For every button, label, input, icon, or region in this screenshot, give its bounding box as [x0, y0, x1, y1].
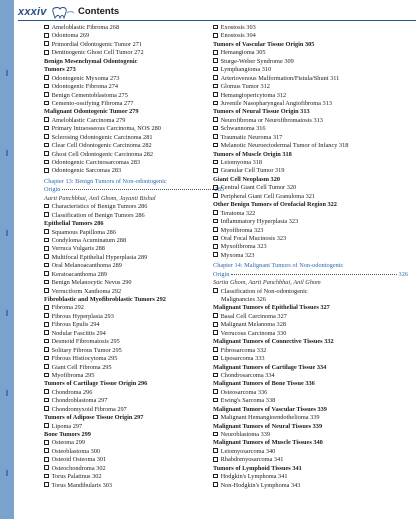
- margin-mark: [6, 150, 8, 156]
- toc-entry-label: Ameloblastic Carcinoma 279: [51, 116, 126, 124]
- checkbox-bullet-icon: [213, 322, 218, 327]
- toc-entry: [44, 397, 224, 405]
- toc-entry: [213, 456, 408, 464]
- toc-entry: [44, 134, 224, 142]
- toc-section-heading: Malignant Tumors of Cartilage Tissue 334: [213, 363, 327, 371]
- checkbox-bullet-icon: [44, 212, 49, 217]
- checkbox-bullet-icon: [44, 204, 49, 209]
- header-rule: [18, 20, 416, 21]
- toc-entry-label: Malignant Hemangioendothelioma 339: [220, 414, 320, 422]
- toc-entry-label: Osteochondroma 302: [51, 464, 106, 472]
- toc-entry: [213, 24, 408, 32]
- chapter-title-end: Origin: [213, 270, 230, 278]
- checkbox-bullet-icon: [44, 288, 49, 293]
- toc-entry: [213, 372, 408, 380]
- toc-entry-label: Ewing's Sarcoma 338: [220, 397, 276, 405]
- checkbox-bullet-icon: [44, 389, 49, 394]
- toc-entry-label: Enostosis 304: [220, 32, 256, 40]
- toc-entry-label: Cemento-ossifying Fibroma 277: [51, 99, 134, 107]
- toc-entry-label: Chondromyxoid Fibroma 297: [51, 405, 127, 413]
- toc-section-heading: Tumors of Muscle Origin 318: [213, 150, 292, 158]
- toc-entry: [213, 431, 408, 439]
- toc-section-heading: Malignant Tumors of Connective Tissues 332: [213, 338, 334, 346]
- checkbox-bullet-icon: [44, 465, 49, 470]
- tooth-logo-icon: [50, 7, 76, 19]
- checkbox-bullet-icon: [213, 432, 218, 437]
- checkbox-bullet-icon: [213, 101, 218, 106]
- checkbox-bullet-icon: [213, 227, 218, 232]
- toc-entry: [44, 245, 224, 253]
- checkbox-bullet-icon: [44, 440, 49, 445]
- checkbox-bullet-icon: [44, 143, 49, 148]
- toc-entry: [213, 92, 408, 100]
- toc-entry: [213, 473, 408, 481]
- checkbox-bullet-icon: [44, 84, 49, 89]
- toc-entry-label: Hemangiopericytoma 312: [220, 91, 287, 99]
- toc-entry-label: Schwannoma 316: [220, 125, 266, 133]
- toc-entry: [44, 372, 224, 380]
- margin-mark: [6, 470, 8, 476]
- toc-entry: [44, 456, 224, 464]
- checkbox-bullet-icon: [213, 373, 218, 378]
- chapter-title: Chapter 14: Malignant Tumors of Non-odontogenic: [213, 262, 344, 270]
- toc-entry-label: Rhabdomyosarcoma 341: [220, 456, 284, 464]
- toc-entry: [213, 355, 408, 363]
- toc-entry: [44, 229, 224, 237]
- margin-mark: [6, 310, 8, 316]
- toc-entry-continuation: Malignancies 326: [221, 296, 266, 303]
- toc-entry: [213, 134, 408, 142]
- toc-entry-label: Neuroblastoma 339: [220, 431, 271, 438]
- toc-entry: [44, 347, 224, 355]
- toc-entry: [44, 203, 224, 211]
- toc-section-heading: Benign Mesenchymal Odontogenic: [44, 57, 138, 65]
- toc-entry-label: Myofibroma 295: [51, 371, 95, 379]
- toc-entry-label: Myxofibroma 323: [220, 243, 267, 251]
- chapter-title: Chapter 13: Benign Tumors of Non-odontogenic: [44, 177, 167, 185]
- toc-entry: [44, 288, 224, 296]
- toc-entry: [213, 330, 408, 338]
- checkbox-bullet-icon: [44, 246, 49, 251]
- checkbox-bullet-icon: [44, 305, 49, 310]
- toc-entry: [213, 193, 408, 201]
- toc-entry: [213, 482, 408, 490]
- checkbox-bullet-icon: [44, 134, 49, 139]
- checkbox-bullet-icon: [44, 406, 49, 411]
- toc-entry-label: Granular Cell Tumor 319: [220, 167, 285, 175]
- toc-section-heading: Tumors of Adipose Tissue Origin 297: [44, 414, 144, 422]
- checkbox-bullet-icon: [213, 160, 218, 165]
- checkbox-bullet-icon: [213, 33, 218, 38]
- toc-entry: [44, 330, 224, 338]
- checkbox-bullet-icon: [44, 92, 49, 97]
- chapter-page-number: 285: [214, 186, 224, 194]
- checkbox-bullet-icon: [44, 280, 49, 285]
- toc-entry-label: Lipoma 297: [51, 422, 83, 430]
- checkbox-bullet-icon: [44, 126, 49, 131]
- toc-entry-label: Condyloma Acuminatum 288: [51, 236, 127, 244]
- toc-entry: [44, 364, 224, 372]
- toc-entry: [44, 75, 224, 83]
- toc-entry-label: Characteristics of Benign Tumors 286: [51, 203, 148, 211]
- toc-entry-label: Juvenile Nasopharyngeal Angiofibroma 313: [220, 99, 332, 107]
- checkbox-bullet-icon: [213, 185, 218, 190]
- toc-entry-label: Classification of Benign Tumors 286: [51, 211, 145, 219]
- toc-entry: [44, 212, 224, 220]
- checkbox-bullet-icon: [44, 254, 49, 259]
- toc-entry: [44, 125, 224, 133]
- toc-entry-label: Odontoma 269: [51, 32, 90, 40]
- toc-entry: [213, 184, 408, 192]
- toc-entry-label: Nodular Fasciitis 294: [51, 329, 106, 337]
- toc-entry: [213, 83, 408, 91]
- toc-section-heading: Malignant Tumors of Neural Tissues 339: [213, 422, 323, 430]
- toc-entry-label: Clear Cell Odontogenic Carcinoma 282: [51, 142, 152, 150]
- chapter-page-number: 326: [398, 270, 408, 278]
- toc-entry: [44, 237, 224, 245]
- checkbox-bullet-icon: [44, 330, 49, 335]
- toc-section-heading: Tumors of Vascular Tissue Origin 305: [213, 40, 315, 48]
- checkbox-bullet-icon: [44, 448, 49, 453]
- checkbox-bullet-icon: [44, 339, 49, 344]
- toc-entry: [213, 117, 408, 125]
- toc-section-heading: Tumors of Lymphoid Tissues 341: [213, 464, 302, 472]
- toc-entry: [213, 210, 408, 218]
- toc-entry: [44, 262, 224, 270]
- toc-entry-label: Neurofibroma or Neurofibromatosis 313: [220, 116, 323, 124]
- toc-entry: [44, 159, 224, 167]
- toc-entry: [213, 142, 408, 150]
- toc-section-heading: Malignant Tumors of Vascular Tissues 339: [213, 405, 327, 413]
- checkbox-bullet-icon: [44, 168, 49, 173]
- toc-entry-label: Chondroblastoma 297: [51, 397, 108, 405]
- toc-entry-label: Melanotic Neuroectodermal Tumor of Infancy 318: [220, 142, 349, 150]
- toc-entry-label: Fibrosarcoma 332: [220, 346, 267, 354]
- checkbox-bullet-icon: [213, 244, 218, 249]
- checkbox-bullet-icon: [213, 482, 218, 487]
- checkbox-bullet-icon: [44, 271, 49, 276]
- toc-entry-label: Odontogenic Sarcomas 283: [51, 167, 122, 175]
- checkbox-bullet-icon: [44, 364, 49, 369]
- chapter-authors: Sarita Ghom, Aarti Panchbhai, Anil Ghom: [213, 279, 321, 287]
- toc-entry: [44, 389, 224, 397]
- checkbox-bullet-icon: [44, 347, 49, 352]
- toc-entry-label: Sturge-Weber Syndrome 309: [220, 57, 294, 65]
- toc-entry-label: Central Giant Cell Tumor 320: [220, 184, 297, 192]
- checkbox-bullet-icon: [213, 448, 218, 453]
- checkbox-bullet-icon: [44, 151, 49, 156]
- toc-section-heading: Malignant Tumors of Epithelial Tissues 327: [213, 304, 330, 312]
- toc-entry-label: Leiomyoma 318: [220, 159, 263, 166]
- toc-entry: [213, 218, 408, 226]
- toc-entry-label: Odontogenic Carcinosarcomas 283: [51, 159, 141, 166]
- toc-entry: [213, 49, 408, 57]
- toc-entry: [44, 167, 224, 175]
- toc-entry: [213, 227, 408, 235]
- toc-entry-label: Verrucous Carcinoma 330: [220, 329, 287, 337]
- toc-entry-label: Multifocal Epithelial Hyperplasia 289: [51, 253, 148, 261]
- toc-entry: [44, 49, 224, 57]
- toc-entry: [44, 83, 224, 91]
- toc-entry: [44, 279, 224, 287]
- toc-entry-label: Exostosis 303: [220, 24, 256, 31]
- toc-entry: [44, 423, 224, 431]
- checkbox-bullet-icon: [213, 252, 218, 257]
- toc-entry: [44, 151, 224, 159]
- toc-entry-label: Ghost Cell Odontogenic Carcinoma 282: [51, 150, 154, 158]
- toc-entry-label: Myxoma 323: [220, 251, 255, 259]
- checkbox-bullet-icon: [44, 457, 49, 462]
- toc-entry-label: Dentinogenic Ghost Cell Tumor 272: [51, 49, 144, 57]
- toc-entry: [213, 58, 408, 66]
- toc-entry-label: Fibrous Epulis 294: [51, 321, 100, 329]
- toc-entry: [44, 304, 224, 312]
- checkbox-bullet-icon: [213, 84, 218, 89]
- toc-entry: [213, 167, 408, 175]
- toc-entry: [44, 313, 224, 321]
- toc-entry-label: Chondroma 296: [51, 388, 93, 396]
- toc-entry: [44, 24, 224, 32]
- checkbox-bullet-icon: [213, 92, 218, 97]
- toc-entry: [213, 66, 408, 74]
- toc-entry-label: Hemangioma 305: [220, 49, 266, 57]
- toc-entry-label: Giant Cell Fibroma 295: [51, 363, 112, 371]
- toc-entry: [44, 406, 224, 414]
- checkbox-bullet-icon: [213, 117, 218, 122]
- dot-leader: [62, 189, 212, 190]
- toc-entry: [213, 235, 408, 243]
- toc-entry-label: Fibrous Histiocytoma 295: [51, 355, 118, 363]
- toc-entry: [44, 32, 224, 40]
- toc-entry-label: Traumatic Neuroma 317: [220, 133, 283, 141]
- checkbox-bullet-icon: [44, 313, 49, 318]
- toc-entry: [44, 41, 224, 49]
- toc-entry-label: Verruca Vulgaris 288: [51, 245, 105, 253]
- toc-entry: [44, 254, 224, 262]
- chapter-title-end: Origin: [44, 186, 61, 194]
- toc-left-column: [44, 24, 224, 490]
- toc-entry-label: Oral Melanoacanthoma 289: [51, 262, 122, 270]
- toc-entry-label: Solitary Fibrous Tumor 295: [51, 346, 122, 354]
- dot-leader: [231, 274, 396, 275]
- checkbox-bullet-icon: [44, 117, 49, 122]
- toc-entry: [213, 389, 408, 397]
- toc-entry-label: Lymphangioma 310: [220, 66, 272, 74]
- toc-entry-label: Oral Focal Mucinosis 323: [220, 234, 287, 242]
- checkbox-bullet-icon: [213, 210, 218, 215]
- page-title: Contents: [78, 6, 120, 17]
- toc-entry: [213, 32, 408, 40]
- toc-entry-label: Glomus Tumor 312: [220, 83, 270, 91]
- checkbox-bullet-icon: [44, 41, 49, 46]
- checkbox-bullet-icon: [213, 474, 218, 479]
- checkbox-bullet-icon: [213, 143, 218, 148]
- toc-entry-label: Chondrosarcoma 334: [220, 371, 275, 379]
- chapter-title-line: [44, 186, 224, 194]
- toc-entry-label: Hodgkin's Lymphoma 341: [220, 473, 288, 481]
- toc-entry-label: Basal Cell Carcinoma 327: [220, 312, 287, 320]
- toc-section-heading: Tumors of Cartilage Tissue Origin 296: [44, 380, 148, 388]
- toc-entry-label: Non-Hodgkin's Lymphoma 343: [220, 481, 301, 489]
- toc-section-heading: Other Benign Tumors of Orofacial Region 322: [213, 201, 337, 209]
- toc-section-heading: Malignant Odontogenic Tumor 279: [44, 108, 139, 116]
- toc-entry-label: Squamous Papilloma 286: [51, 228, 116, 236]
- toc-entry: [44, 473, 224, 481]
- toc-right-column: [213, 24, 408, 490]
- toc-entry: [44, 100, 224, 108]
- toc-entry: [44, 117, 224, 125]
- checkbox-bullet-icon: [44, 356, 49, 361]
- checkbox-bullet-icon: [213, 457, 218, 462]
- checkbox-bullet-icon: [44, 398, 49, 403]
- toc-entry-label: Desmoid Fibromatosis 295: [51, 338, 120, 346]
- checkbox-bullet-icon: [44, 25, 49, 30]
- toc-section-heading: Fibroblastic and Myofibroblastic Tumors 292: [44, 296, 166, 303]
- toc-entry: [44, 142, 224, 150]
- toc-section-heading: Giant Cell Neoplasm 320: [213, 175, 280, 183]
- checkbox-bullet-icon: [213, 126, 218, 131]
- toc-entry: [213, 75, 408, 83]
- toc-entry-label: Torus Mandibularis 303: [51, 481, 113, 489]
- toc-entry-label: Osteoma 299: [51, 439, 85, 447]
- checkbox-bullet-icon: [44, 75, 49, 80]
- checkbox-bullet-icon: [44, 50, 49, 55]
- checkbox-bullet-icon: [213, 50, 218, 55]
- checkbox-bullet-icon: [44, 482, 49, 487]
- checkbox-bullet-icon: [213, 236, 218, 241]
- checkbox-bullet-icon: [44, 101, 49, 106]
- toc-entry: [213, 397, 408, 405]
- toc-entry: [213, 448, 408, 456]
- toc-section-heading: Epithelial Tumors 286: [44, 220, 104, 228]
- toc-entry: [213, 347, 408, 355]
- toc-entry-label: Fibrous Hyperplasia 293: [51, 312, 114, 320]
- checkbox-bullet-icon: [213, 356, 218, 361]
- margin-mark: [6, 230, 8, 236]
- toc-entry: [213, 125, 408, 133]
- checkbox-bullet-icon: [213, 25, 218, 30]
- toc-entry: [213, 159, 408, 167]
- toc-entry: [213, 252, 408, 260]
- toc-entry-label: Primordial Odontogenic Tumor 271: [51, 40, 143, 48]
- checkbox-bullet-icon: [44, 423, 49, 428]
- toc-section-heading: Malignant Tumors of Muscle Tissues 340: [213, 439, 323, 447]
- checkbox-bullet-icon: [213, 389, 218, 394]
- checkbox-bullet-icon: [44, 373, 49, 378]
- toc-section-heading: Tumors 273: [44, 66, 76, 74]
- checkbox-bullet-icon: [44, 238, 49, 243]
- toc-entry: [44, 92, 224, 100]
- checkbox-bullet-icon: [213, 415, 218, 420]
- toc-entry-label: Benign Cementoblastoma 275: [51, 91, 128, 99]
- toc-entry: [44, 448, 224, 456]
- toc-entry: [213, 414, 408, 422]
- toc-entry-label: Teratoma 322: [220, 209, 256, 217]
- toc-entry: [213, 313, 408, 321]
- toc-entry-label: Osteosarcoma 336: [220, 388, 268, 396]
- margin-mark: [6, 70, 8, 76]
- toc-entry: [44, 338, 224, 346]
- checkbox-bullet-icon: [44, 263, 49, 268]
- checkbox-bullet-icon: [213, 330, 218, 335]
- checkbox-bullet-icon: [44, 322, 49, 327]
- toc-entry-label: Myofibroma 323: [220, 226, 264, 234]
- toc-entry: [213, 321, 408, 329]
- toc-entry-label: Osteoblastoma 300: [51, 447, 101, 455]
- checkbox-bullet-icon: [44, 474, 49, 479]
- toc-entry-label: Liposarcoma 333: [220, 355, 265, 363]
- toc-entry: [213, 100, 408, 108]
- checkbox-bullet-icon: [213, 134, 218, 139]
- checkbox-bullet-icon: [213, 313, 218, 318]
- checkbox-bullet-icon: [213, 58, 218, 63]
- toc-section-heading: Bone Tumors 299: [44, 431, 91, 438]
- chapter-authors: Aarti Panchbhai, Anil Ghom, Jayanti Bishal: [44, 194, 156, 202]
- toc-section-heading: Tumors of Neural Tissue Origin 313: [213, 108, 310, 116]
- toc-entry-label: Verruciform Xanthoma 292: [51, 287, 122, 295]
- toc-entry: [44, 465, 224, 473]
- page-number: xxxiv: [18, 6, 47, 18]
- checkbox-bullet-icon: [213, 219, 218, 224]
- toc-entry-label: Osteoid Osteoma 301: [51, 456, 107, 464]
- checkbox-bullet-icon: [213, 168, 218, 173]
- toc-entry-label: Ameloblastic Fibroma 268: [51, 24, 120, 31]
- toc-entry-label: Odontogenic Fibroma 274: [51, 83, 119, 91]
- toc-entry-label: Classification of Non-odontogenic: [220, 287, 308, 295]
- toc-entry-label: Arteriovenous Malformation/Fistula/Shunt 311: [220, 74, 340, 82]
- toc-entry-label: Peripheral Giant Cell Granuloma 321: [220, 192, 316, 200]
- checkbox-bullet-icon: [213, 75, 218, 80]
- checkbox-bullet-icon: [213, 67, 218, 72]
- toc-entry-label: Fibroma 292: [51, 304, 84, 312]
- checkbox-bullet-icon: [44, 229, 49, 234]
- toc-entry-label: Keratoacanthoma 289: [51, 270, 108, 278]
- left-margin-bar: [0, 0, 14, 519]
- toc-entry: [213, 243, 408, 251]
- margin-mark: [6, 390, 8, 396]
- toc-entry: [44, 482, 224, 490]
- toc-entry-label: Leiomyosarcoma 340: [220, 447, 276, 455]
- toc-entry: [213, 288, 408, 296]
- toc-entry: [44, 355, 224, 363]
- toc-entry-label: Primary Intraosseous Carcinoma, NOS 280: [51, 125, 161, 133]
- toc-entry-label: Sclerosing Odontogenic Carcinoma 281: [51, 133, 153, 141]
- toc-entry: [44, 321, 224, 329]
- toc-entry-label: Odontogenic Myxoma 273: [51, 74, 120, 82]
- toc-entry-label: Malignant Melanoma 328: [220, 321, 286, 329]
- checkbox-bullet-icon: [44, 160, 49, 165]
- toc-entry-label: Inflammatory Hyperplasia 323: [220, 218, 299, 226]
- chapter-title-line: [213, 271, 408, 279]
- checkbox-bullet-icon: [213, 193, 218, 198]
- toc-entry: [44, 439, 224, 447]
- toc-entry-label: Torus Palatinus 302: [51, 473, 102, 481]
- toc-entry-label: Benign Melanocytic Nevus 290: [51, 279, 132, 287]
- checkbox-bullet-icon: [213, 347, 218, 352]
- checkbox-bullet-icon: [44, 33, 49, 38]
- toc-entry: [44, 271, 224, 279]
- checkbox-bullet-icon: [213, 398, 218, 403]
- checkbox-bullet-icon: [213, 288, 218, 293]
- toc-section-heading: Malignant Tumors of Bone Tissue 336: [213, 380, 315, 388]
